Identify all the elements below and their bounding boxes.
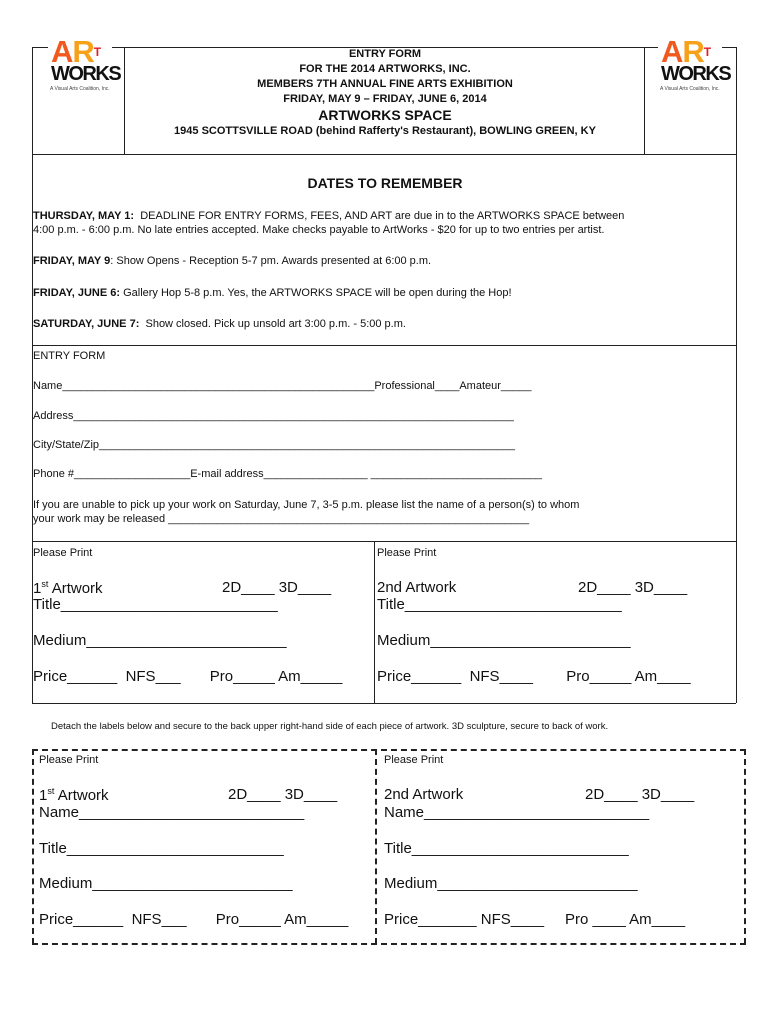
labels-top-dash	[32, 749, 746, 751]
label2-please-print: Please Print	[384, 754, 444, 766]
artwork1-medium-field[interactable]: Medium________________________	[33, 632, 287, 649]
label1-name-field[interactable]: Name___________________________	[39, 804, 305, 821]
release-person-field[interactable]: your work may be released ___________________________________________________________	[33, 513, 530, 525]
artwork2-medium-field[interactable]: Medium________________________	[377, 632, 631, 649]
label1-title-field[interactable]: Title__________________________	[39, 840, 284, 857]
artwork2-title-field[interactable]: Title__________________________	[377, 596, 622, 613]
date-may1	[33, 210, 624, 222]
name-field[interactable]: Name___________________________________________________Professional____Amateur_____	[33, 380, 532, 392]
label2-name-field[interactable]: Name___________________________	[384, 804, 650, 821]
date-june7-label: SATURDAY, JUNE 7:	[33, 318, 140, 330]
artwork-column-divider	[374, 541, 375, 703]
section-left-border	[32, 154, 33, 703]
labels-middle-dash	[375, 749, 377, 944]
header-entry-form: ENTRY FORM	[348, 48, 422, 60]
artwork2-price-field[interactable]: Price______ NFS____ Pro_____ Am____	[377, 668, 691, 685]
logo-works-text: WORKS	[51, 63, 121, 85]
artwork2-please-print: Please Print	[377, 547, 437, 559]
header-address: 1945 SCOTTSVILLE ROAD (behind Rafferty's Restaurant), BOWLING GREEN, KY	[174, 125, 596, 137]
date-june6	[33, 287, 512, 299]
labels-bottom-dash	[32, 943, 746, 945]
detach-instruction: Detach the labels below and secure to the back upper right-hand side of each piece of artwork. 3D sculpture, secure to back of work.	[51, 721, 609, 732]
label2-2d3d[interactable]: 2D____ 3D____	[585, 786, 695, 803]
label1-medium-field[interactable]: Medium________________________	[39, 875, 293, 892]
header-left-border	[32, 47, 33, 154]
dates-title: DATES TO REMEMBER	[307, 175, 463, 191]
header-for-2014: FOR THE 2014 ARTWORKS, INC.	[299, 63, 471, 75]
pickup-instruction: If you are unable to pick up your work on Saturday, June 7, 3-5 p.m. please list the name of a person(s) to whom	[33, 499, 580, 511]
labels-right-dash	[744, 749, 746, 944]
label2-medium-field[interactable]: Medium________________________	[384, 875, 638, 892]
date-may1-label: THURSDAY, MAY 1:	[33, 210, 135, 222]
entry-form-title: ENTRY FORM	[33, 350, 106, 362]
date-june6-label: FRIDAY, JUNE 6:	[33, 287, 121, 299]
address-field[interactable]: Address________________________________________________________________________	[33, 410, 514, 422]
section-right-border	[736, 154, 737, 703]
label1-sup: st	[47, 786, 55, 796]
phone-email-field[interactable]: Phone #___________________E-mail address_________________ ____________________________	[33, 468, 542, 480]
artworks-logo-left	[48, 34, 121, 100]
date-may9	[33, 255, 431, 267]
artwork1-number: 1	[33, 580, 42, 597]
logo-art-text: AR T	[51, 34, 101, 69]
artwork-bottom-border	[32, 703, 736, 704]
date-june7-text: Show closed. Pick up unsold art 3:00 p.m. - 5:00 p.m.	[145, 318, 406, 330]
label2-heading: 2nd Artwork	[384, 786, 464, 803]
date-may9-label: FRIDAY, MAY 9	[33, 255, 111, 267]
label1-please-print: Please Print	[39, 754, 99, 766]
artworks-logo-right	[658, 34, 731, 100]
label1-2d3d[interactable]: 2D____ 3D____	[228, 786, 338, 803]
artwork1-sup: st	[41, 579, 49, 589]
label2-title-field[interactable]: Title__________________________	[384, 840, 629, 857]
header-dates: FRIDAY, MAY 9 – FRIDAY, JUNE 6, 2014	[283, 93, 487, 105]
city-state-zip-field[interactable]: City/State/Zip____________________________________________________________________	[33, 439, 516, 451]
logo-tagline: A Visual Arts Coalition, Inc.	[50, 86, 110, 92]
logo-works-text: WORKS	[661, 63, 731, 85]
date-may1-text: DEADLINE FOR ENTRY FORMS, FEES, AND ART are due in to the ARTWORKS SPACE between	[140, 210, 625, 222]
logo-art-text: AR T	[661, 34, 711, 69]
date-may9-text: : Show Opens - Reception 5-7 pm. Awards presented at 6:00 p.m.	[110, 255, 432, 267]
artwork1-2d3d[interactable]: 2D____ 3D____	[222, 579, 332, 596]
header-venue: ARTWORKS SPACE	[318, 107, 452, 123]
entry-bottom-border	[32, 541, 736, 542]
label1-price-field[interactable]: Price______ NFS___ Pro_____ Am_____	[39, 911, 349, 928]
artwork2-2d3d[interactable]: 2D____ 3D____	[578, 579, 688, 596]
artwork1-heading	[33, 579, 103, 597]
artwork1-price-field[interactable]: Price______ NFS___ Pro_____ Am_____	[33, 668, 343, 685]
header-exhibition: MEMBERS 7TH ANNUAL FINE ARTS EXHIBITION	[257, 78, 513, 90]
labels-left-dash	[32, 749, 34, 944]
artwork1-please-print: Please Print	[33, 547, 93, 559]
artwork1-title-field[interactable]: Title__________________________	[33, 596, 278, 613]
date-june7	[33, 318, 406, 330]
date-may1-text2: 4:00 p.m. - 6:00 p.m. No late entries accepted. Make checks payable to ArtWorks - $20 for up to two entries per artist.	[33, 224, 605, 236]
label2-price-field[interactable]: Price_______ NFS____ Pro ____ Am____	[384, 911, 686, 928]
label1-label: Artwork	[54, 787, 109, 804]
header-right-border	[736, 47, 737, 154]
label1-heading	[39, 786, 109, 804]
artwork1-label: Artwork	[48, 580, 103, 597]
label1-number: 1	[39, 787, 48, 804]
dates-bottom-border	[32, 345, 736, 346]
date-june6-text: Gallery Hop 5-8 p.m. Yes, the ARTWORKS SPACE will be open during the Hop!	[123, 287, 512, 299]
artwork2-heading: 2nd Artwork	[377, 579, 457, 596]
logo-tagline: A Visual Arts Coalition, Inc.	[660, 86, 720, 92]
header-bottom-border	[32, 154, 736, 155]
